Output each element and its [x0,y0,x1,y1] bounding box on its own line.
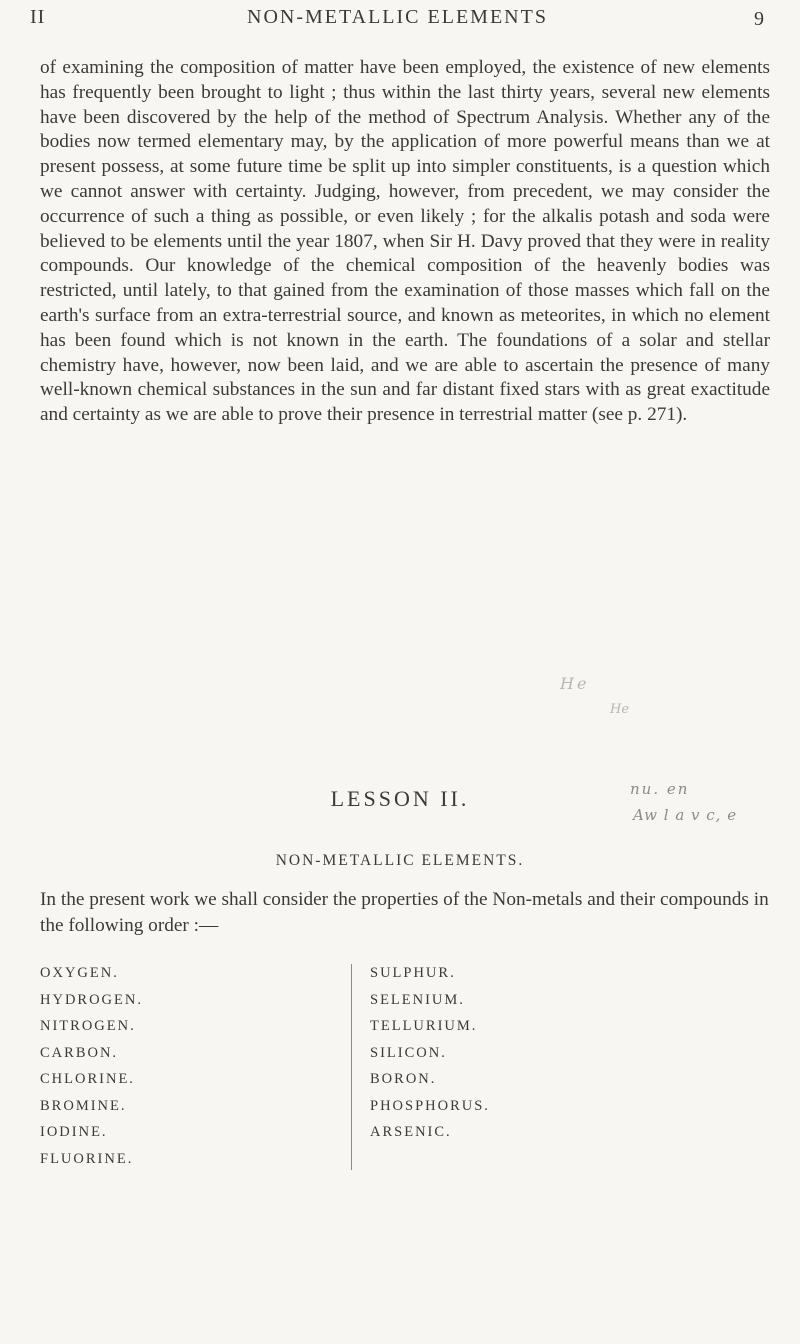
element-item: SELENIUM. [370,991,465,1008]
body-paragraph: of examining the composition of matter have been employed, the existence of new elements has frequently been brought to light ; thus within the last thirty years, several new elements have been discovered by the help of the method of Spectrum Analysis. Whether any of the bodies now termed elementary may, by the application of more powerful means than we at present possess, at some future time be split up into simpler constituents, is a question which we cannot answer with certainty. Judging, however, from precedent, we may consider the occurrence of such a thing as possible, or even likely ; for the alkalis potash and soda were believed to be elements until the year 1807, when Sir H. Davy proved that they were in reality compounds. Our knowledge of the chemical composition of the heavenly bodies was restricted, until lately, to that gained from the examination of those masses which fall on the earth's surface from an extra-terrestrial source, and known as meteorites, in which no element has been found which is not known in the earth. The foundations of a solar and stellar chemistry have, however, now been laid, and we are able to ascertain the presence of many well-known chemical substances in the sun and far distant fixed stars with as great exactitude and certainty as we are able to prove their presence in terrestrial matter (see p. 271). [40,57,770,426]
pencil-annotation: He [560,674,590,693]
element-item: CARBON. [40,1044,119,1061]
element-item: OXYGEN. [40,965,119,981]
element-item: CHLORINE. [40,1071,135,1087]
pencil-annotation: nu. en [630,780,690,798]
pencil-annotation: Aw l a v c, e [633,806,738,824]
lesson-intro: In the present work we shall consider the properties of the Non-metals and their compounds in the following order :— [40,889,769,936]
page-number: 9 [754,8,765,30]
element-item: SILICON. [370,1044,447,1061]
chapter-number: II [30,6,46,28]
element-item: HYDROGEN. [40,991,143,1008]
element-list [0,960,800,1200]
element-item: BROMINE. [40,1097,127,1114]
element-item: PHOSPHORUS. [370,1097,490,1114]
element-column-right [370,960,490,1146]
element-column-left [40,960,143,1172]
pencil-annotation: He [610,702,630,717]
element-item: ARSENIC. [370,1124,452,1140]
element-item: FLUORINE. [40,1150,134,1167]
element-item: TELLURIUM. [370,1018,478,1034]
element-item: SULPHUR. [370,965,456,981]
column-divider [351,964,352,1170]
running-head [30,4,765,34]
element-item: IODINE. [40,1124,108,1140]
running-title: NON-METALLIC ELEMENTS [247,6,548,28]
element-item: NITROGEN. [40,1018,136,1034]
element-item: BORON. [370,1071,437,1087]
lesson-title: LESSON II. [330,786,470,811]
lesson-subtitle: NON-METALLIC ELEMENTS. [275,852,525,869]
